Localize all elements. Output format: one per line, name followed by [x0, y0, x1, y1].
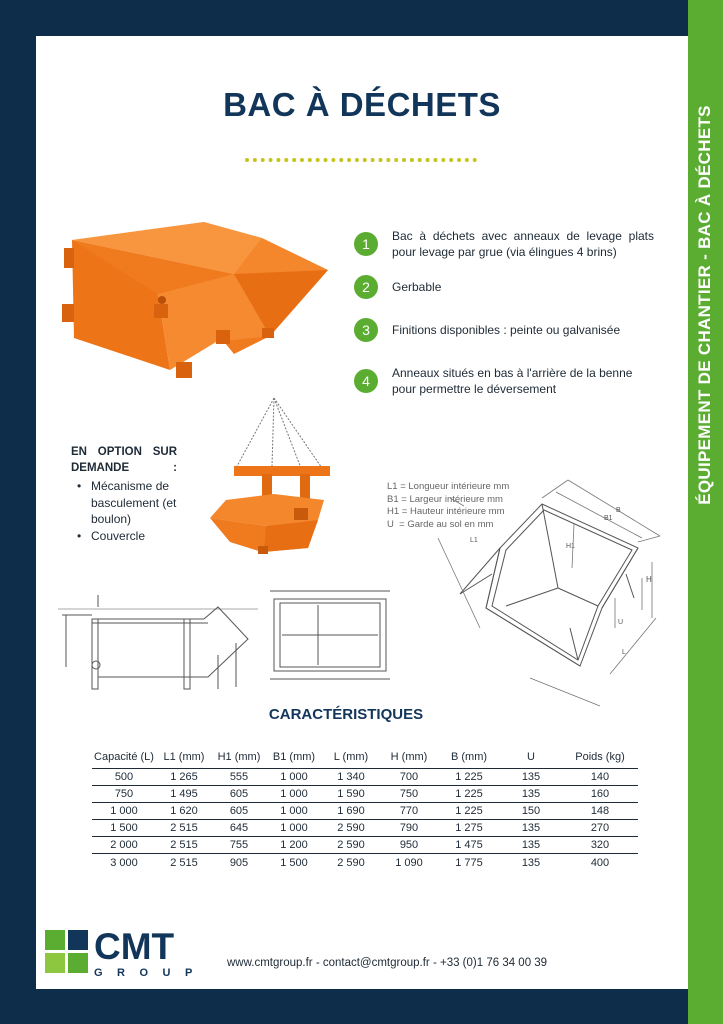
- table-cell: 790: [380, 819, 438, 836]
- feature-4: [354, 365, 646, 397]
- feature-1-text: Bac à déchets avec anneaux de levage plats pour levage par grue (via élingues 4 brins): [392, 229, 654, 259]
- table-cell: 645: [212, 819, 266, 836]
- table-row: [92, 768, 638, 785]
- feature-3: [354, 318, 620, 342]
- table-cell: 135: [500, 819, 562, 836]
- table-cell: 135: [500, 836, 562, 853]
- option-item: • Couvercle: [71, 528, 177, 545]
- feature-2-text: Gerbable: [392, 280, 442, 294]
- table-row: [92, 785, 638, 802]
- logo-name: CMT: [94, 926, 175, 967]
- table-cell: 700: [380, 768, 438, 785]
- feature-3-text: Finitions disponibles : peinte ou galvanisée: [392, 323, 621, 337]
- table-cell: 3 000: [110, 857, 138, 870]
- table-cell: 1 200: [266, 836, 322, 853]
- table-cell: 1 225: [438, 802, 500, 819]
- table-cell: 1 265: [156, 768, 212, 785]
- table-cell: 1 000: [266, 785, 322, 802]
- table-cell: 135: [500, 785, 562, 802]
- header-h1: H1 (mm): [212, 746, 266, 768]
- table-cell: 320: [562, 836, 638, 853]
- options-box: [71, 444, 177, 544]
- table-cell: 605: [212, 785, 266, 802]
- table-cell: 755: [212, 836, 266, 853]
- table-cell: 135: [521, 857, 541, 870]
- feature-2: [354, 275, 441, 299]
- table-cell: 150: [500, 802, 562, 819]
- logo-squares-icon: [45, 930, 88, 973]
- table-cell: 750: [92, 785, 156, 802]
- table-row: [92, 819, 638, 836]
- table-cell: 1 000: [266, 768, 322, 785]
- logo-sub: GROUP: [94, 967, 207, 979]
- table-cell: 500: [92, 768, 156, 785]
- table-cell: 770: [380, 802, 438, 819]
- table-cell: 2 515: [156, 836, 212, 853]
- table-cell: 1 500: [92, 819, 156, 836]
- table-cell: 605: [212, 802, 266, 819]
- options-title: EN OPTION SUR DEMANDE :: [71, 446, 177, 474]
- table-cell: 950: [380, 836, 438, 853]
- header-l: L (mm): [322, 746, 380, 768]
- table-header-row: [92, 746, 638, 768]
- table-cell: 1 495: [156, 785, 212, 802]
- header-l1: L1 (mm): [156, 746, 212, 768]
- table-cell: 1 225: [438, 768, 500, 785]
- table-cell: 2 515: [170, 857, 198, 870]
- table-cell: 1 000: [266, 802, 322, 819]
- feature-4-number: 4: [354, 369, 378, 393]
- feature-4-text: Anneaux situés en bas à l'arrière de la benne pour permettre le déversement: [392, 366, 633, 396]
- lifted-bin-image: [200, 396, 340, 556]
- side-view-drawing: [58, 585, 258, 695]
- table-cell: 905: [229, 857, 249, 870]
- table-cell: 1 775: [455, 857, 483, 870]
- table-cell: 1 090: [395, 857, 423, 870]
- label-l: L: [622, 649, 626, 656]
- table-cell: 1 475: [438, 836, 500, 853]
- table-cell: 148: [562, 802, 638, 819]
- isometric-drawing: [420, 478, 670, 708]
- table-cell: 1 275: [438, 819, 500, 836]
- table-cell: 140: [562, 768, 638, 785]
- table-row: [92, 802, 638, 819]
- label-h1: H1: [566, 543, 575, 550]
- feature-1: [354, 228, 654, 260]
- table-cell: 750: [380, 785, 438, 802]
- header-u: U: [500, 746, 562, 768]
- header-b: B (mm): [438, 746, 500, 768]
- label-b1: B1: [604, 515, 613, 522]
- legend-h1: H1 = Hauteur intérieure mm: [387, 506, 505, 517]
- top-view-drawing: [266, 585, 396, 685]
- footer-contact: www.cmtgroup.fr - contact@cmtgroup.fr - +33 (0)1 76 34 00 39: [227, 957, 548, 969]
- title-divider: [245, 158, 477, 162]
- header-h: H (mm): [380, 746, 438, 768]
- table-cell: 2 590: [337, 857, 365, 870]
- table-cell: 1 225: [438, 785, 500, 802]
- header-capacite: Capacité (L): [92, 746, 156, 768]
- legend-l1: L1 = Longueur intérieure mm: [387, 481, 510, 492]
- table-cell: 1 590: [322, 785, 380, 802]
- table-cell: 2 590: [322, 836, 380, 853]
- table-cell: 2 000: [92, 836, 156, 853]
- feature-1-number: 1: [354, 232, 378, 256]
- label-b: B: [616, 507, 621, 514]
- page-title: BAC À DÉCHETS: [223, 86, 501, 123]
- table-cell: 1 500: [280, 857, 308, 870]
- table-row: [92, 836, 638, 853]
- table-row: [92, 853, 638, 873]
- header-b1: B1 (mm): [266, 746, 322, 768]
- table-cell: 270: [562, 819, 638, 836]
- label-h: H: [646, 575, 652, 584]
- table-cell: 1 000: [266, 819, 322, 836]
- section-title: CARACTÉRISTIQUES: [268, 706, 424, 723]
- label-l1: L1: [470, 537, 478, 544]
- table-cell: 1 000: [92, 802, 156, 819]
- table-cell: 1 340: [322, 768, 380, 785]
- options-list: [71, 478, 177, 544]
- legend-b1: B1 = Largeur intérieure mm: [387, 493, 503, 505]
- cmt-logo: [45, 926, 207, 979]
- table-cell: 2 590: [322, 819, 380, 836]
- table-cell: 400: [590, 857, 610, 870]
- table-cell: 135: [500, 768, 562, 785]
- option-item: • Mécanisme de basculement (et boulon): [71, 478, 177, 528]
- table-cell: 2 515: [156, 819, 212, 836]
- table-cell: 555: [212, 768, 266, 785]
- header-poids: Poids (kg): [562, 746, 638, 768]
- waste-bin-image: [58, 218, 330, 386]
- label-u: U: [618, 619, 624, 626]
- table-cell: 160: [562, 785, 638, 802]
- table-cell: 1 620: [156, 802, 212, 819]
- feature-3-number: 3: [354, 318, 378, 342]
- legend-u: U = Garde au sol en mm: [387, 518, 494, 530]
- side-banner-text: ÉQUIPEMENT DE CHANTIER - BAC À DÉCHETS: [695, 105, 714, 505]
- table-cell: 1 690: [322, 802, 380, 819]
- specs-table: [92, 746, 638, 873]
- feature-2-number: 2: [354, 275, 378, 299]
